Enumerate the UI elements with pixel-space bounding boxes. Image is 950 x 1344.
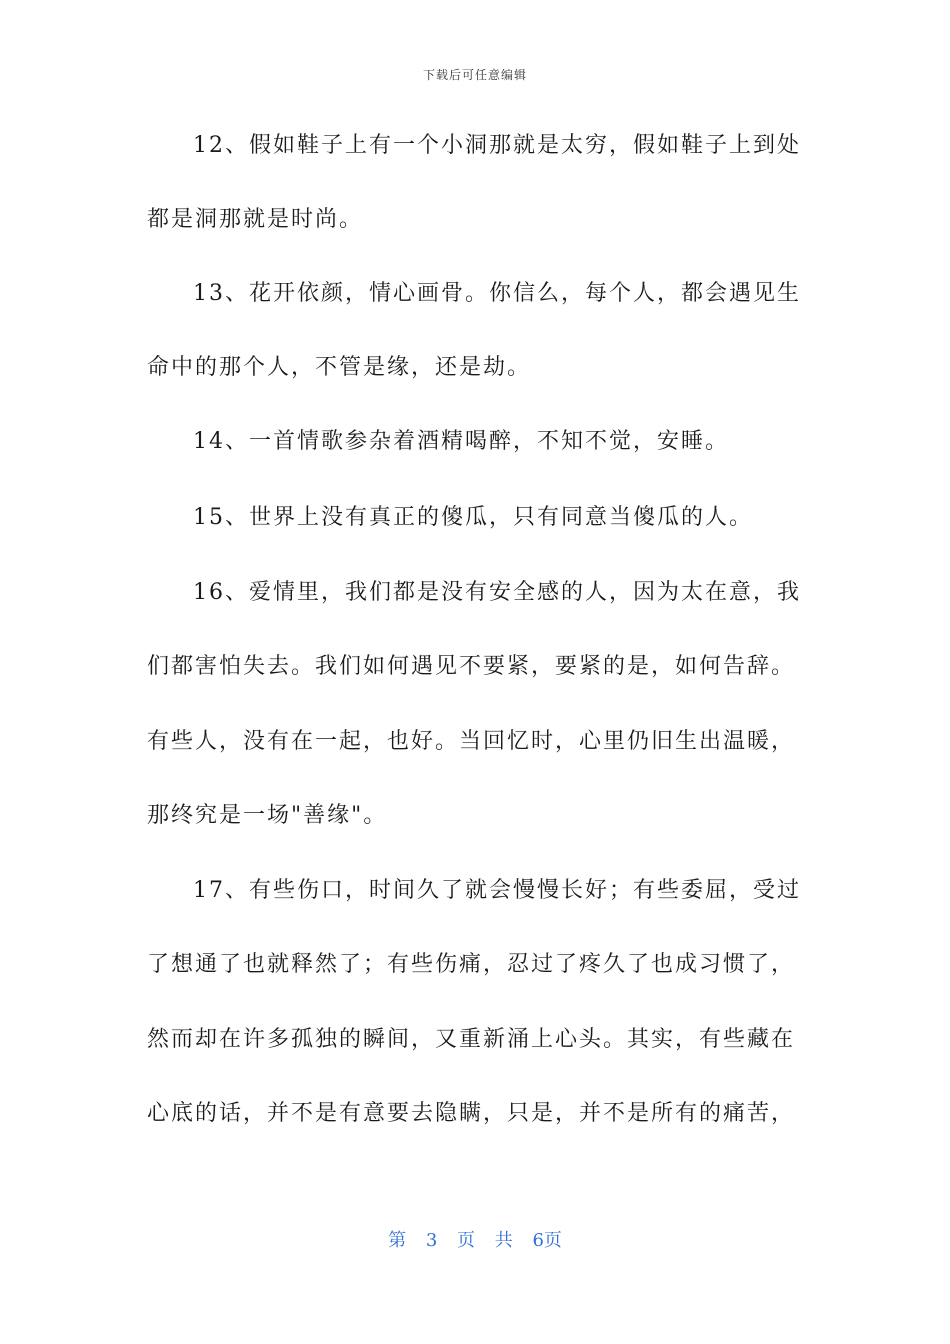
footer-total-prefix: 共 [494,1230,513,1251]
paragraph-line: 了想通了也就释然了；有些伤痛，忍过了疼久了也成习惯了， [147,952,796,977]
paragraph-line: 17、有些伤口，时间久了就会慢慢长好；有些委屈，受过 [193,878,801,903]
footer-page-number: 3 [425,1230,438,1251]
paragraph-line: 都是洞那就是时尚。 [147,207,364,232]
footer-page-word: 页 [457,1230,475,1251]
paragraph-line: 那终究是一场"善缘"。 [147,803,388,828]
paragraph-line: 16、爱情里，我们都是没有安全感的人，因为太在意，我 [193,580,801,605]
paragraph-line: 心底的话，并不是有意要去隐瞒，只是，并不是所有的痛苦， [147,1101,796,1126]
footer-total-pages: 6页 [532,1230,562,1251]
paragraph-line: 然而却在许多孤独的瞬间，又重新涌上心头。其实，有些藏在 [147,1027,796,1052]
paragraph-line: 15、世界上没有真正的傻瓜，只有同意当傻瓜的人。 [193,505,753,530]
paragraph-line: 们都害怕失去。我们如何遇见不要紧，要紧的是，如何告辞。 [147,654,796,679]
paragraph-line: 12、假如鞋子上有一个小洞那就是太穷，假如鞋子上到处 [193,133,801,158]
page-header: 下载后可任意编辑 [422,68,527,82]
paragraph-line: 命中的那个人，不管是缘，还是劫。 [147,355,532,380]
paragraph-line: 有些人，没有在一起，也好。当回忆时，心里仍旧生出温暖， [147,729,796,754]
paragraph-line: 14、一首情歌参杂着酒精喝醉，不知不觉，安睡。 [193,429,729,454]
page-footer [0,1226,950,1252]
footer-prefix: 第 [388,1230,407,1251]
paragraph-line: 13、花开依颜，情心画骨。你信么，每个人，都会遇见生 [193,281,801,306]
